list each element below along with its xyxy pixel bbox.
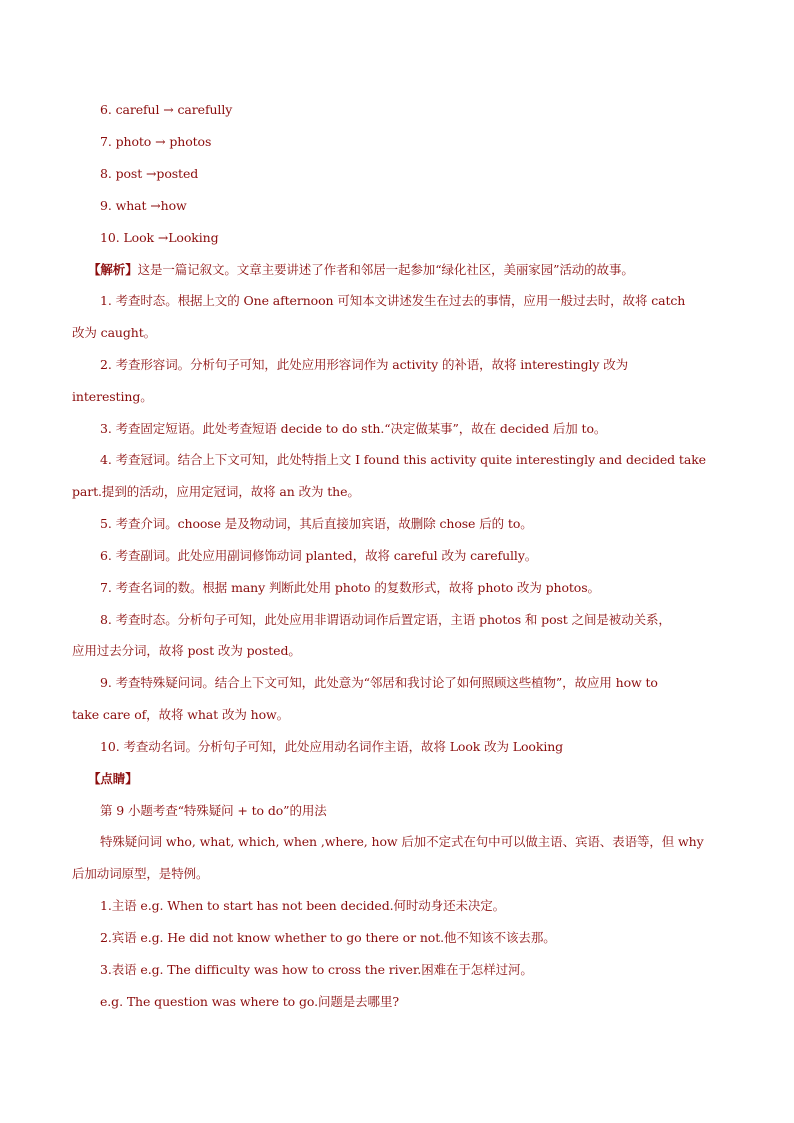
analysis-intro bbox=[88, 261, 634, 279]
tips-paragraph-cont: 后加动词原型，是特例。 bbox=[72, 866, 209, 881]
analysis-item: 9. 考查特殊疑问词。结合上下文可知，此处意为“邻居和我讨论了如何照顾这些植物”，故应用 how to bbox=[100, 675, 658, 690]
tips-example: 2.宾语 e.g. He did not know whether to go there or not.他不知该不该去那。 bbox=[100, 930, 556, 945]
analysis-item: 6. 考查副词。此处应用副词修饰动词 planted，故将 careful 改为 carefully。 bbox=[100, 548, 538, 563]
analysis-item-cont: 改为 caught。 bbox=[72, 325, 157, 340]
correction-item: 9. what →how bbox=[100, 198, 187, 213]
analysis-item-cont: part.提到的活动，应用定冠词，故将 an 改为 the。 bbox=[72, 484, 360, 499]
analysis-item-cont: take care of，故将 what 改为 how。 bbox=[72, 707, 289, 722]
analysis-item: 3. 考查固定短语。此处考查短语 decide to do sth.“决定做某事”，故在 decided 后加 to。 bbox=[100, 421, 607, 436]
tips-example: 1.主语 e.g. When to start has not been decided.何时动身还未决定。 bbox=[100, 898, 506, 913]
correction-item: 6. careful → carefully bbox=[100, 102, 233, 117]
analysis-item: 10. 考查动名词。分析句子可知，此处应用动名词作主语，故将 Look 改为 Looking bbox=[100, 739, 564, 754]
tips-heading: 第 9 小题考查“特殊疑问 + to do”的用法 bbox=[100, 803, 327, 818]
analysis-item-cont: interesting。 bbox=[72, 389, 153, 404]
analysis-item: 5. 考查介词。choose 是及物动词，其后直接加宾语，故删除 chose 后的 to。 bbox=[100, 516, 533, 531]
tips-example: 3.表语 e.g. The difficulty was how to cross the river.困难在于怎样过河。 bbox=[100, 962, 533, 977]
tips-example: e.g. The question was where to go.问题是去哪里? bbox=[100, 994, 399, 1009]
correction-item: 10. Look →Looking bbox=[100, 230, 219, 245]
analysis-intro-text: 这是一篇记叙文。文章主要讲述了作者和邻居一起参加“绿化社区，美丽家园”活动的故事。 bbox=[137, 262, 634, 277]
analysis-tag: 【解析】 bbox=[88, 262, 138, 277]
analysis-item: 4. 考查冠词。结合上下文可知，此处特指上文 I found this activity quite interestingly and decided take bbox=[100, 452, 706, 467]
analysis-item: 8. 考查时态。分析句子可知，此处应用非谓语动词作后置定语，主语 photos 和 post 之间是被动关系， bbox=[100, 612, 671, 627]
correction-item: 7. photo → photos bbox=[100, 134, 212, 149]
analysis-item: 1. 考查时态。根据上文的 One afternoon 可知本文讲述发生在过去的事情，应用一般过去时，故将 catch bbox=[100, 293, 686, 308]
tips-paragraph: 特殊疑问词 who, what, which, when ,where, how 后加不定式在句中可以做主语、宾语、表语等，但 why bbox=[100, 834, 704, 849]
tips-tag: 【点睛】 bbox=[88, 771, 138, 786]
analysis-item: 2. 考查形容词。分析句子可知，此处应用形容词作为 activity 的补语，故将 interestingly 改为 bbox=[100, 357, 629, 372]
analysis-item-cont: 应用过去分词，故将 post 改为 posted。 bbox=[72, 643, 301, 658]
analysis-item: 7. 考查名词的数。根据 many 判断此处用 photo 的复数形式，故将 photo 改为 photos。 bbox=[100, 580, 600, 595]
correction-item: 8. post →posted bbox=[100, 166, 199, 181]
